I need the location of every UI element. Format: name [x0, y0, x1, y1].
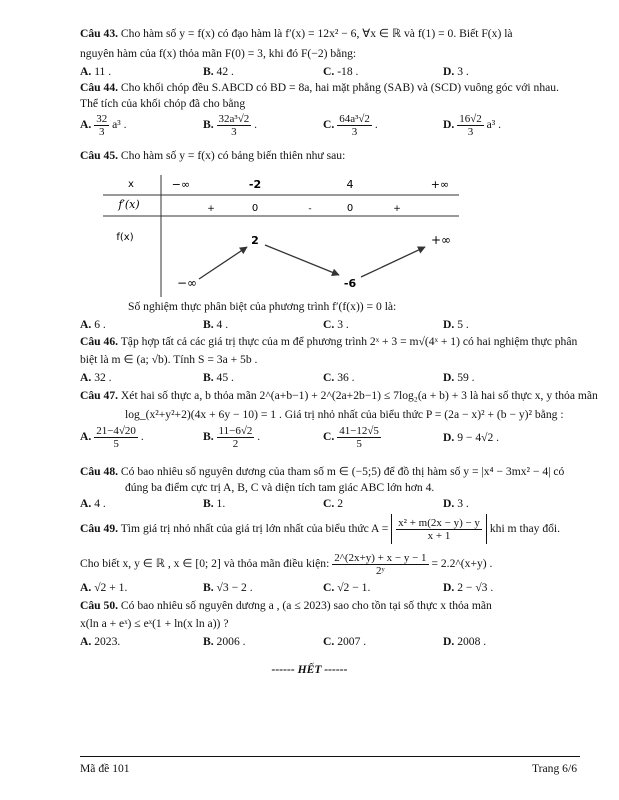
q49-condition-tail: = 2.2^(x+y) . — [431, 557, 493, 570]
q49-abs-expression: $\frac{\text{x² + m(2x − y) − y}}{x + 1}$ — [391, 514, 487, 544]
q49-option-b: B. √3 − 2 . — [203, 581, 253, 594]
end-marker: ------ HẾT ------ — [271, 663, 348, 676]
vt-x-3: +∞ — [430, 178, 450, 191]
q49-label: Câu 49. — [80, 522, 119, 535]
footer-divider — [80, 756, 580, 757]
q44-text-1: Cho khối chóp đều S.ABCD có BD = 8a, hai mặt phẳng (SAB) và (SCD) vuông góc với nhau. — [120, 81, 559, 94]
vt-fp-sign-1: 0 — [251, 203, 259, 214]
q50-option-c: C. 2007 . — [323, 635, 367, 648]
q48-label: Câu 48. — [80, 465, 119, 478]
q49-text-2a: Cho biết x, y ∈ ℝ , x ∈ [0; 2] và thỏa mãn điều kiện: — [80, 557, 330, 570]
q43-label: Câu 43. — [80, 27, 119, 40]
q49-option-a: A. √2 + 1. — [80, 581, 128, 594]
q47-option-d: D. 9 − 4√2 . — [443, 431, 500, 444]
vt-x-label: x — [128, 179, 134, 190]
page-number: Trang 6/6 — [532, 762, 577, 775]
q44-line2: Thể tích của khối chóp đã cho bằng — [80, 97, 246, 110]
vt-arrow-up-2 — [361, 247, 425, 277]
q44-option-d: D. $\frac{16√2}{3}$ a³ . — [443, 113, 502, 138]
q48-option-d: D. 3 . — [443, 497, 469, 510]
q48-option-a: A. 4 . — [80, 497, 106, 510]
vt-f-right: +∞ — [430, 233, 452, 247]
q45-option-a: A. 6 . — [80, 318, 106, 331]
q46-line1 — [80, 334, 579, 349]
q44-option-a: A. $\frac{32}{3}$ a³ . — [80, 113, 127, 138]
q50-label: Câu 50. — [80, 599, 119, 612]
vt-x-0: −∞ — [171, 178, 191, 191]
vt-x-2: 4 — [346, 178, 354, 191]
q48-line2: đúng ba điểm cực trị A, B, C và diện tích tam giác ABC lớn hơn 4. — [125, 481, 435, 494]
q50-option-d: D. 2008 . — [443, 635, 487, 648]
q44-line1 — [80, 80, 579, 95]
q45-line2: Số nghiệm thực phân biệt của phương trình f′(f(x)) = 0 là: — [128, 300, 397, 313]
vt-fp-sign-3: 0 — [346, 203, 354, 214]
q43-option-b: B. 42 . — [203, 65, 234, 78]
q47-line2: log_(x²+y²+2)(4x + 6y − 10) = 1 . Giá trị nhỏ nhất của biểu thức P = (2a − x)² + (b − y)² bằng : — [125, 408, 564, 421]
vt-f-min: -6 — [343, 277, 357, 290]
q48-option-c: C. 2 — [323, 497, 343, 510]
q46-option-a: A. 32 . — [80, 371, 112, 384]
q44-label: Câu 44. — [80, 81, 119, 94]
q43-line2: nguyên hàm của f(x) thỏa mãn F(0) = 3, khi đó F(−2) bằng: — [80, 47, 357, 60]
q45-line1 — [80, 148, 579, 163]
q48-option-b: B. 1. — [203, 497, 226, 510]
q47-option-b: B. $\frac{11-6√2}{2}$ . — [203, 425, 261, 450]
vt-f-label: f(x) — [116, 232, 134, 243]
q50-text-1: Có bao nhiêu số nguyên dương a , (a ≤ 2023) sao cho tồn tại số thực x thỏa mãn — [120, 599, 492, 612]
vt-x-1: -2 — [248, 178, 262, 191]
q49-condition: $\frac{2\^{}(2x+y) + x - y - 1}{\text{2ʸ}}$ — [334, 551, 427, 577]
q49-text-1a: Tìm giá trị nhỏ nhất của giá trị lớn nhất của biểu thức A = — [120, 522, 389, 535]
q47-label: Câu 47. — [80, 389, 119, 402]
vt-fp-sign-4: + — [393, 204, 401, 214]
q46-label: Câu 46. — [80, 335, 119, 348]
q47-line1 — [80, 388, 598, 403]
q46-option-b: B. 45 . — [203, 371, 234, 384]
q45-option-c: C. 3 . — [323, 318, 349, 331]
q49-line2 — [80, 550, 579, 578]
q43-option-a: A. 11 . — [80, 65, 112, 78]
q48-text-1: Có bao nhiêu số nguyên dương của tham số m ∈ (−5;5) để đồ thị hàm số y = |x⁴ − 3mx² − 4| có — [120, 465, 565, 478]
variation-table — [103, 175, 459, 297]
q50-line2: x(ln a + eˣ) ≤ eˣ(1 + ln(x ln a)) ? — [80, 617, 229, 630]
vt-f-max: 2 — [251, 234, 259, 247]
vt-arrow-up-1 — [199, 247, 247, 279]
exam-code: Mã đề 101 — [80, 762, 130, 775]
q50-option-b: B. 2006 . — [203, 635, 246, 648]
q49-option-d: D. 2 − √3 . — [443, 581, 494, 594]
q43-text-1: Cho hàm số y = f(x) có đạo hàm là f′(x) = 12x² − 6, ∀x ∈ ℝ và f(1) = 0. Biết F(x) là — [120, 27, 513, 40]
vt-arrow-down — [265, 245, 339, 275]
vt-f-left: −∞ — [176, 276, 198, 290]
q43-option-c: C. -18 . — [323, 65, 359, 78]
q50-line1 — [80, 598, 579, 613]
q45-text-1: Cho hàm số y = f(x) có bảng biến thiên như sau: — [120, 149, 346, 162]
q45-option-b: B. 4 . — [203, 318, 229, 331]
q47-option-a: A. $\frac{21-4√20}{5}$ . — [80, 425, 144, 450]
q46-option-d: D. 59 . — [443, 371, 475, 384]
q49-option-c: C. √2 − 1. — [323, 581, 371, 594]
q47-text-1: Xét hai số thực a, b thỏa mãn 2^(a+b−1) + 2^(2a+2b−1) ≤ 7log₂(a + b) + 3 là hai số thực x, y thỏa mãn — [120, 389, 598, 402]
q43-option-d: D. 3 . — [443, 65, 469, 78]
q44-option-b: B. $\frac{\text{32a³√2}}{3}$ . — [203, 113, 258, 138]
q45-option-d: D. 5 . — [443, 318, 469, 331]
q46-text-1: Tập hợp tất cả các giá trị thực của m để phương trình 2ˣ + 3 = m√(4ˣ + 1) có hai nghiệm thực phân — [120, 335, 578, 348]
q49-line1 — [80, 514, 579, 544]
q47-option-c: C. $\frac{41-12√5}{5}$ — [323, 425, 379, 450]
vt-fp-sign-2: - — [308, 204, 312, 214]
q49-text-1b: khi m thay đổi. — [489, 522, 561, 535]
q46-option-c: C. 36 . — [323, 371, 355, 384]
q45-label: Câu 45. — [80, 149, 119, 162]
q48-line1 — [80, 464, 579, 479]
vt-fp-sign-0: + — [207, 204, 215, 214]
q50-option-a: A. 2023. — [80, 635, 121, 648]
q44-option-c: C. $\frac{\text{64a³√2}}{3}$ . — [323, 113, 378, 138]
q46-line2: biệt là m ∈ (a; √b). Tính S = 3a + 5b . — [80, 353, 258, 366]
q43-line1 — [80, 26, 579, 41]
vt-fp-label: f′(x) — [118, 198, 140, 211]
